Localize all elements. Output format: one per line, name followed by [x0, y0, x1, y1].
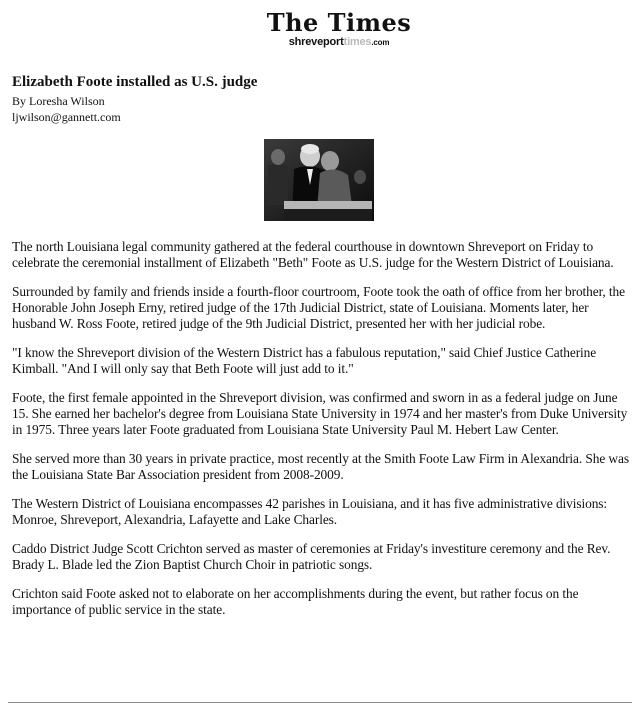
- article-photo: [264, 139, 374, 221]
- article-body: [12, 239, 630, 631]
- article-paragraph: The north Louisiana legal community gathered at the federal courthouse in downtown Shreveport on Friday to celebrate the ceremonial installment of Elizabeth "Beth" Foote as U.S. judge for the Western District of Louisiana.: [12, 239, 614, 270]
- site-url-tld: .com: [371, 38, 390, 47]
- article-paragraph: The Western District of Louisiana encompasses 42 parishes in Louisiana, and it has five administrative divisions: Monroe, Shreveport, Alexandria, Lafayette and Lake Charles.: [12, 496, 608, 527]
- newspaper-logo: The Times: [266, 8, 412, 37]
- article-paragraph: "I know the Shreveport division of the Western District has a fabulous reputation," said Chief Justice Catherine Kimball. "And I will only say that Beth Foote will just add to it.": [12, 345, 597, 376]
- article-paragraph: Crichton said Foote asked not to elaborate on her accomplishments during the event, but rather focus on the importance of public service in the state.: [12, 586, 579, 617]
- article-headline: Elizabeth Foote installed as U.S. judge: [12, 74, 258, 90]
- bottom-divider: [8, 702, 632, 703]
- author-email: ljwilson@gannett.com: [12, 110, 121, 124]
- masthead: [0, 10, 640, 49]
- article-byline: By Loresha Wilson: [12, 94, 105, 108]
- article-paragraph: Caddo District Judge Scott Crichton served as master of ceremonies at Friday's investiture ceremony and the Rev. Brady L. Blade led the Zion Baptist Church Choir in patriotic songs.: [12, 541, 611, 572]
- site-url-faint: times: [343, 36, 372, 48]
- article-paragraph: Surrounded by family and friends inside a fourth-floor courtroom, Foote took the oath of office from her brother, the Honorable John Joseph Erny, retired judge of the 17th Judicial District, state of Louisiana. Moments later, her husband W. Ross Foote, retired judge of the 9th Judicial District, presented her with her judicial robe.: [12, 284, 625, 331]
- article-paragraph: She served more than 30 years in private practice, most recently at the Smith Foote Law Firm in Alexandria. She was the Louisiana State Bar Association president from 2008-2009.: [12, 451, 629, 482]
- site-url-main: shreveport: [288, 36, 344, 48]
- article-paragraph: Foote, the first female appointed in the Shreveport division, was confirmed and sworn in as a federal judge on June 15. She earned her bachelor's degree from Louisiana State University in 1974 and her master's from Duke University in 1975. Three years later Foote graduated from Louisiana State University Paul M. Hebert Law Center.: [12, 390, 628, 437]
- site-url: [38, 36, 640, 49]
